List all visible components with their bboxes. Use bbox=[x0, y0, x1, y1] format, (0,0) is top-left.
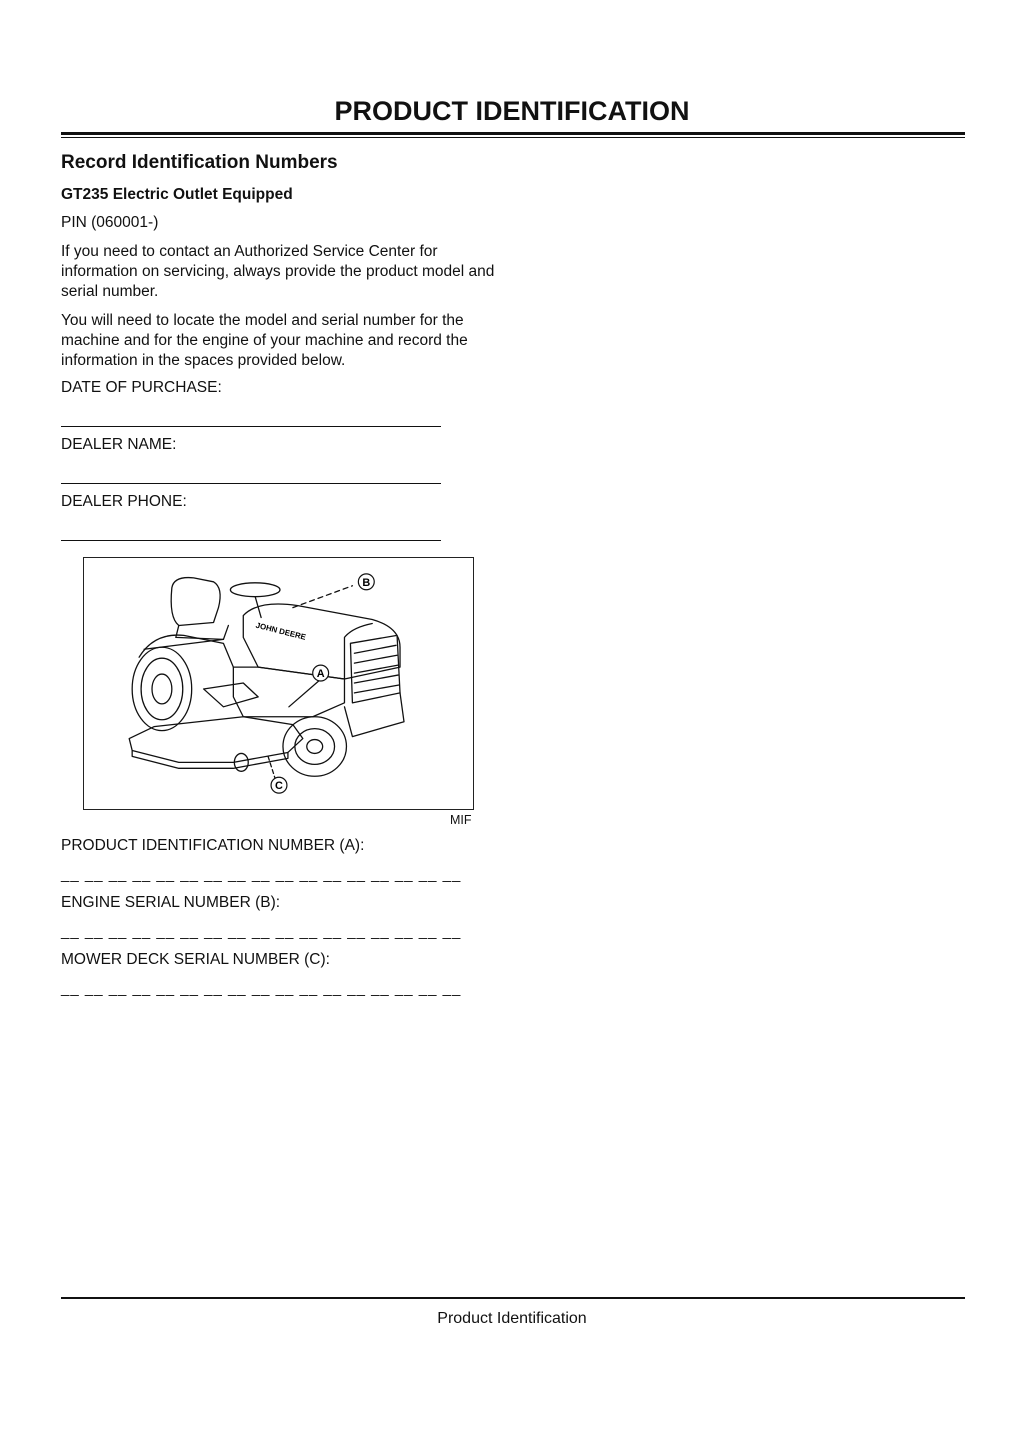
date-of-purchase-line bbox=[61, 426, 441, 427]
tractor-illustration bbox=[84, 558, 473, 809]
callout-c: C bbox=[275, 780, 283, 793]
brand-text: JOHN DEERE bbox=[254, 620, 307, 642]
title-rule bbox=[61, 132, 965, 138]
mower-deck-serial-label: MOWER DECK SERIAL NUMBER (C): bbox=[61, 951, 330, 968]
footer-text: Product Identification bbox=[437, 1310, 587, 1327]
footer-rule bbox=[61, 1297, 965, 1299]
callout-a: A bbox=[316, 668, 325, 681]
product-id-dashes: __ __ __ __ __ __ __ __ __ __ __ __ __ __ __ __ __ bbox=[61, 866, 462, 883]
callout-b: B bbox=[362, 576, 371, 589]
dealer-phone-label: DEALER PHONE: bbox=[61, 493, 187, 510]
intro-paragraph-1: If you need to contact an Authorized Service Center for information on servicing, always provide the product model and serial number. bbox=[61, 243, 495, 300]
section-subtitle: GT235 Electric Outlet Equipped bbox=[61, 186, 293, 203]
product-id-label: PRODUCT IDENTIFICATION NUMBER (A): bbox=[61, 837, 365, 854]
engine-serial-label: ENGINE SERIAL NUMBER (B): bbox=[61, 894, 281, 911]
mower-deck-serial-dashes: __ __ __ __ __ __ __ __ __ __ __ __ __ __ __ __ __ bbox=[61, 980, 462, 997]
section-title: Record Identification Numbers bbox=[61, 152, 338, 173]
page-title: PRODUCT IDENTIFICATION bbox=[334, 96, 690, 126]
tractor-figure bbox=[83, 557, 474, 810]
dealer-name-line bbox=[61, 483, 441, 484]
figure-code: MIF bbox=[450, 813, 472, 827]
dealer-name-label: DEALER NAME: bbox=[61, 436, 177, 453]
engine-serial-dashes: __ __ __ __ __ __ __ __ __ __ __ __ __ __ __ __ __ bbox=[61, 923, 462, 940]
intro-paragraph-2: You will need to locate the model and serial number for the machine and for the engine of your machine and record the information in the spaces provided below. bbox=[61, 312, 468, 369]
pin-range: PIN (060001-) bbox=[61, 214, 159, 231]
dealer-phone-line bbox=[61, 540, 441, 541]
date-of-purchase-label: DATE OF PURCHASE: bbox=[61, 379, 222, 396]
